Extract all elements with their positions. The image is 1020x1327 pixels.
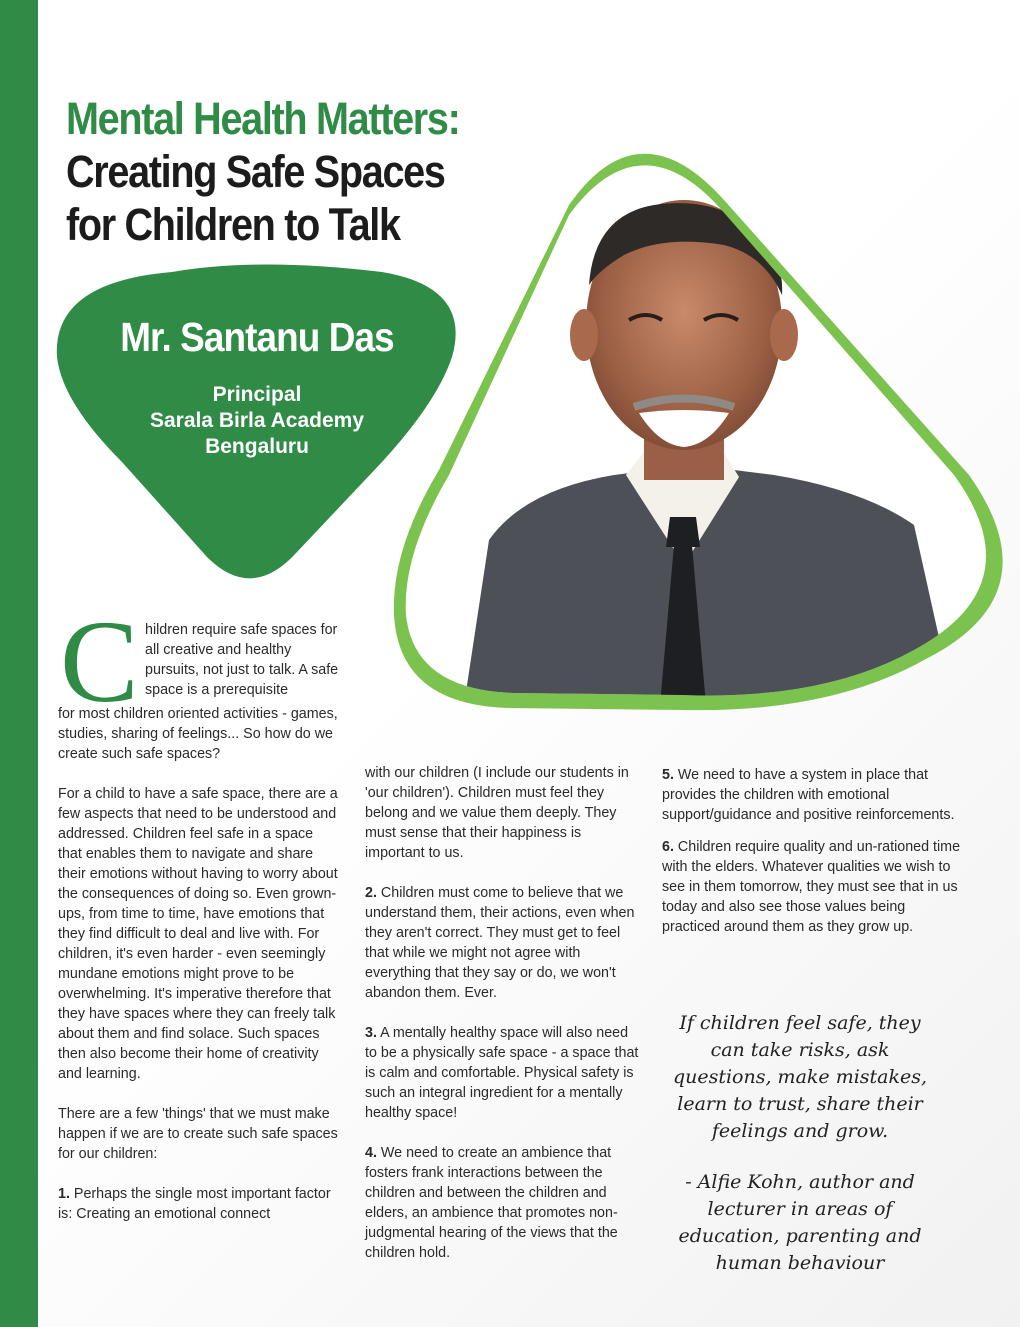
paragraph: There are a few 'things' that we must make happen if we are to create such safe spaces for our children: [58,1106,338,1162]
author-school: Sarala Birla Academy [149,409,364,432]
paragraph [365,883,640,1003]
author-badge [52,262,462,598]
portrait-photo [394,145,1006,730]
paragraph [365,1143,640,1263]
paragraph [662,837,962,937]
paragraph: with our children (I include our students in 'our children'). Children must feel they belong and we value them deeply. They must sense that their happiness is important to us. [365,765,629,861]
drop-cap: C [60,596,139,727]
point-number: 2. [365,885,377,901]
point-number: 1. [58,1186,70,1202]
portrait-frame [394,145,1006,730]
article-column-2 [365,763,640,1283]
point-number: 5. [662,767,674,783]
point-text: Perhaps the single most important factor is: Creating an emotional connect [58,1186,331,1222]
point-text: We need to have a system in place that provides the children with emotional support/guidance and positive reinforcements. [662,767,955,823]
title-line-2: Creating Safe Spaces [66,146,445,197]
quote-attribution: - Alfie Kohn, author and lecturer in areas of education, parenting and human behaviour [678,1171,922,1274]
article-column-3 [662,765,962,957]
quote-text: If children feel safe, they can take risks, ask questions, make mistakes, learn to trust, share their feelings and grow. [672,1012,928,1142]
point-number: 6. [662,839,674,855]
point-text: We need to create an ambience that fosters frank interactions between the children and between the children and elders, an ambience that promotes non-judgmental hearing of the views that the children hold. [365,1145,618,1261]
left-accent-bar [0,0,38,1327]
point-text: Children require quality and un-rationed time with the elders. Whatever qualities we wish to see in them tomorrow, they must see that in us today and also see those values being practiced around them as they grow up. [662,839,961,935]
intro-text: hildren require safe spaces for all creative and healthy pursuits, not just to talk. A safe space is a prerequisite [145,622,339,698]
point-text: Children must come to believe that we understand them, their actions, even when they aren't correct. They must get to feel that while we might not agree with everything that they say or do, we won't abandon them. Ever. [365,885,635,1001]
author-role: Principal [212,383,302,406]
article-column-1 [58,704,338,1244]
pull-quote [660,1010,940,1277]
paragraph [58,1184,338,1224]
paragraph: for most children oriented activities - games, studies, sharing of feelings... So how do we create such safe spaces? [58,706,338,762]
author-name: Mr. Santanu Das [120,314,394,360]
paragraph [365,1023,640,1123]
author-city: Bengaluru [205,435,309,458]
paragraph: For a child to have a safe space, there are a few aspects that need to be understood and addressed. Children feel safe in a space that enables them to navigate and share their emotions without having to worry about the consequences of doing so. Even grown-ups, from time to time, have emotions that they find difficult to deal and live with. For children, it's even harder - even seemingly mundane emotions might prove to be overwhelming. It's imperative therefore that they have spaces where they can freely talk about them and find solace. Such spaces then also become their home of creativity and learning. [58,786,338,1082]
author-details [52,382,462,460]
point-number: 4. [365,1145,377,1161]
paragraph [662,765,962,825]
title-line-3: for Children to Talk [66,199,400,250]
point-number: 3. [365,1025,377,1041]
title-line-1: Mental Health Matters: [66,93,460,144]
point-text: A mentally healthy space will also need to be a physically safe space - a space that is calm and comfortable. Physical safety is such an integral ingredient for a mentally healthy space! [365,1025,639,1121]
